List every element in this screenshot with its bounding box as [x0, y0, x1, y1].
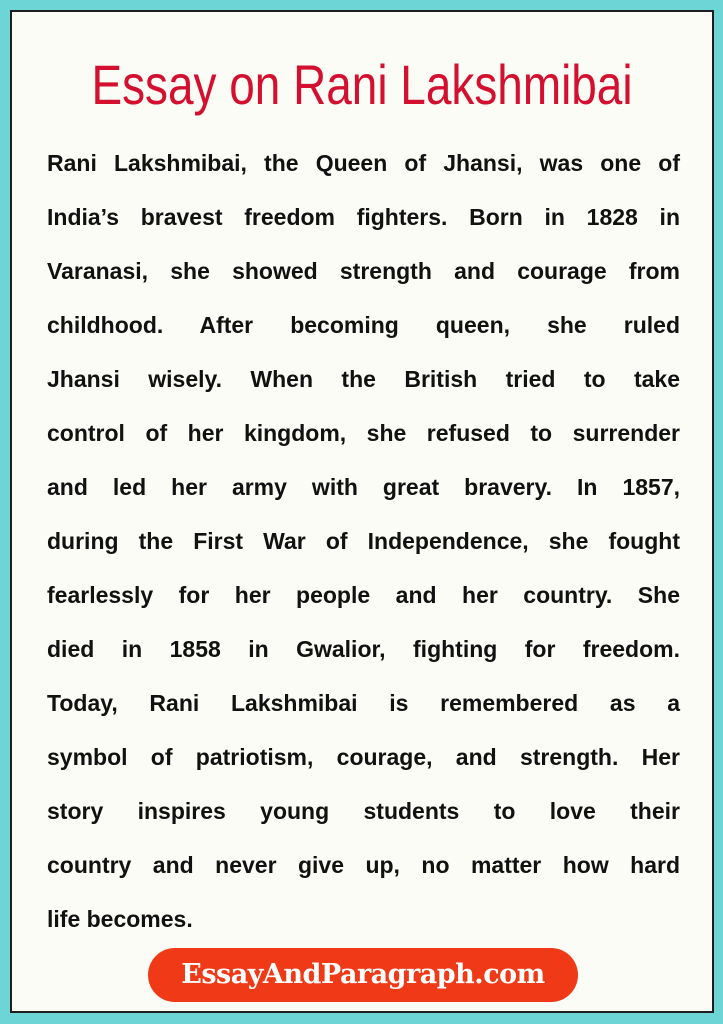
essay-body	[47, 136, 680, 946]
essay-line: life becomes.	[47, 906, 193, 932]
essay-line: Today, Rani Lakshmibai is remembered as a	[47, 690, 680, 716]
essay-line: died in 1858 in Gwalior, fighting for freedom.	[47, 636, 680, 662]
website-link-button[interactable]: EssayAndParagraph.com	[148, 948, 578, 1002]
essay-line: India’s bravest freedom fighters. Born in 1828 in	[47, 204, 680, 230]
essay-line: during the First War of Independence, she fought	[47, 528, 680, 554]
essay-title: Essay on Rani Lakshmibai	[91, 53, 633, 116]
essay-line: Jhansi wisely. When the British tried to take	[47, 366, 680, 392]
essay-line: fearlessly for her people and her country. She	[47, 582, 680, 608]
essay-line: and led her army with great bravery. In 1857,	[47, 474, 680, 500]
essay-line: symbol of patriotism, courage, and strength. Her	[47, 744, 680, 770]
essay-line: Rani Lakshmibai, the Queen of Jhansi, was one of	[47, 150, 680, 176]
essay-line: story inspires young students to love their	[47, 798, 680, 824]
essay-card	[10, 10, 714, 1013]
essay-line: control of her kingdom, she refused to surrender	[47, 420, 680, 446]
essay-line: childhood. After becoming queen, she ruled	[47, 312, 680, 338]
essay-line: Varanasi, she showed strength and courage from	[47, 258, 680, 284]
essay-line: country and never give up, no matter how hard	[47, 852, 680, 878]
